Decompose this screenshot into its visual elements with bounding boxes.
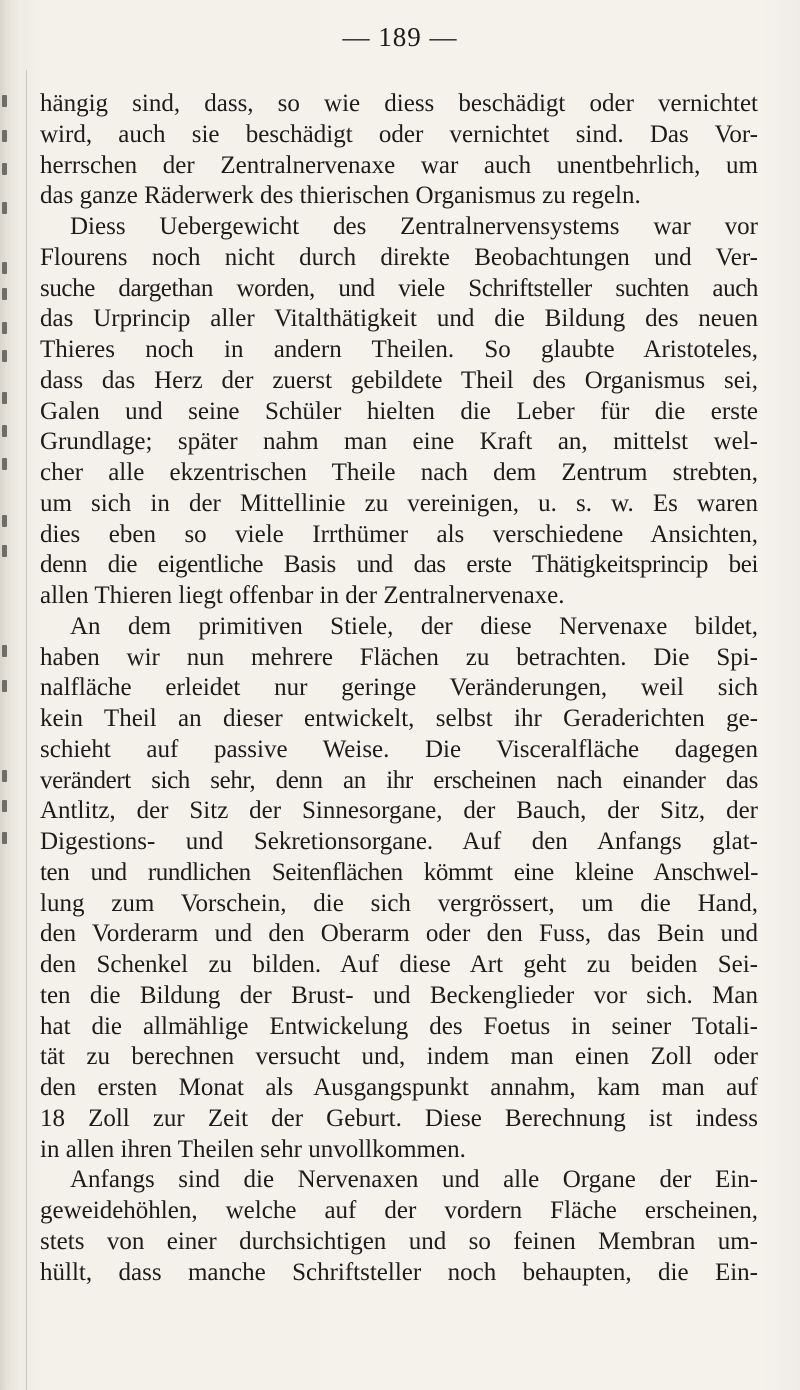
text-line: wird, auch sie beschädigt oder vernichtet sind. Das Vor- — [40, 120, 758, 148]
body-text — [40, 89, 758, 1288]
text-line: den Vorderarm und den Oberarm oder den Fuss, das Bein und — [40, 920, 758, 948]
text-line: Grundlage; später nahm man eine Kraft an, mittelst wel- — [40, 428, 758, 456]
edge-mark — [2, 130, 7, 142]
text-line: ten und rundlichen Seitenflächen kömmt eine kleine Anschwel- — [40, 858, 758, 886]
edge-mark — [2, 288, 7, 300]
edge-mark — [2, 202, 7, 214]
text-line: denn die eigentliche Basis und das erste Thätigkeitsprincip bei — [40, 551, 758, 579]
text-line: hat die allmählige Entwickelung des Foetus in seiner Totali- — [40, 1012, 758, 1040]
text-line: kein Theil an dieser entwickelt, selbst ihr Geraderichten ge- — [40, 705, 758, 732]
text-line: dies eben so viele Irrthümer als verschiedene Ansichten, — [40, 520, 758, 548]
edge-mark — [2, 163, 7, 175]
text-line: Antlitz, der Sitz der Sinnesorgane, der Bauch, der Sitz, der — [40, 797, 758, 825]
text-line: 18 Zoll zur Zeit der Geburt. Diese Berechnung ist indess — [40, 1104, 758, 1132]
edge-mark — [2, 458, 7, 470]
text-line: verändert sich sehr, denn an ihr erscheinen nach einander das — [40, 766, 758, 794]
text-line: das Urprincip aller Vitalthätigkeit und die Bildung des neuen — [40, 305, 758, 333]
text-line: herrschen der Zentralnervenaxe war auch unentbehrlich, um — [40, 151, 758, 179]
edge-mark — [2, 645, 7, 657]
edge-mark — [2, 515, 7, 527]
edge-mark — [2, 425, 7, 437]
text-line: suche dargethan worden, und viele Schriftsteller suchten auch — [40, 274, 758, 302]
text-line: hängig sind, dass, so wie diess beschädigt oder vernichtet — [40, 90, 758, 117]
text-line: Thieres noch in andern Theilen. So glaubte Aristoteles, — [40, 336, 758, 363]
edge-mark — [2, 770, 7, 782]
text-line: geweidehöhlen, welche auf der vordern Fläche erscheinen, — [40, 1197, 758, 1224]
paragraph-start-line: Anfangs sind die Nervenaxen und alle Organe der Ein- — [70, 1166, 758, 1194]
text-line: cher alle ekzentrischen Theile nach dem Zentrum strebten, — [40, 459, 758, 486]
text-line: stets von einer durchsichtigen und so feinen Membran um- — [40, 1227, 758, 1255]
edge-mark — [2, 95, 7, 107]
edge-mark — [2, 680, 7, 692]
edge-mark — [2, 350, 7, 362]
text-line: um sich in der Mittellinie zu vereinigen, u. s. w. Es waren — [40, 489, 758, 517]
margin-rule — [26, 70, 27, 1390]
edge-mark — [2, 392, 7, 404]
edge-mark — [2, 322, 7, 334]
text-line: allen Thieren liegt offenbar in der Zentralnervenaxe. — [40, 582, 565, 609]
text-line: lung zum Vorschein, die sich vergrössert, um die Hand, — [40, 889, 758, 917]
edge-mark — [2, 262, 7, 274]
paragraph-start-line: An dem primitiven Stiele, der diese Nervenaxe bildet, — [70, 612, 758, 640]
text-line: dass das Herz der zuerst gebildete Theil des Organismus sei, — [40, 366, 758, 394]
text-line: den ersten Monat als Ausgangspunkt annahm, kam man auf — [40, 1074, 758, 1101]
text-line: tät zu berechnen versucht und, indem man einen Zoll oder — [40, 1043, 758, 1071]
text-line: hüllt, dass manche Schriftsteller noch behaupten, die Ein- — [40, 1258, 758, 1286]
binding-edge — [0, 0, 22, 1390]
edge-mark — [2, 800, 7, 812]
text-line: Digestions- und Sekretionsorgane. Auf den Anfangs glat- — [40, 828, 758, 855]
edge-mark — [2, 545, 7, 557]
text-line: Flourens noch nicht durch direkte Beobachtungen und Ver- — [40, 243, 758, 271]
text-line: schieht auf passive Weise. Die Visceralfläche dagegen — [40, 735, 758, 763]
text-line: haben wir nun mehrere Flächen zu betrachten. Die Spi- — [40, 643, 758, 671]
paragraph-start-line: Diess Uebergewicht des Zentralnervensystems war vor — [70, 213, 758, 240]
text-line: ten die Bildung der Brust- und Beckenglieder vor sich. Man — [40, 981, 758, 1009]
edge-mark — [2, 832, 7, 844]
text-line: nalfläche erleidet nur geringe Veränderungen, weil sich — [40, 674, 758, 702]
text-line: den Schenkel zu bilden. Auf diese Art geht zu beiden Sei- — [40, 951, 758, 978]
page-number-header: — 189 — — [342, 22, 458, 52]
text-line: das ganze Räderwerk des thierischen Organismus zu regeln. — [40, 182, 641, 210]
text-line: Galen und seine Schüler hielten die Leber für die erste — [40, 397, 758, 425]
text-line: in allen ihren Theilen sehr unvollkommen. — [40, 1135, 466, 1163]
